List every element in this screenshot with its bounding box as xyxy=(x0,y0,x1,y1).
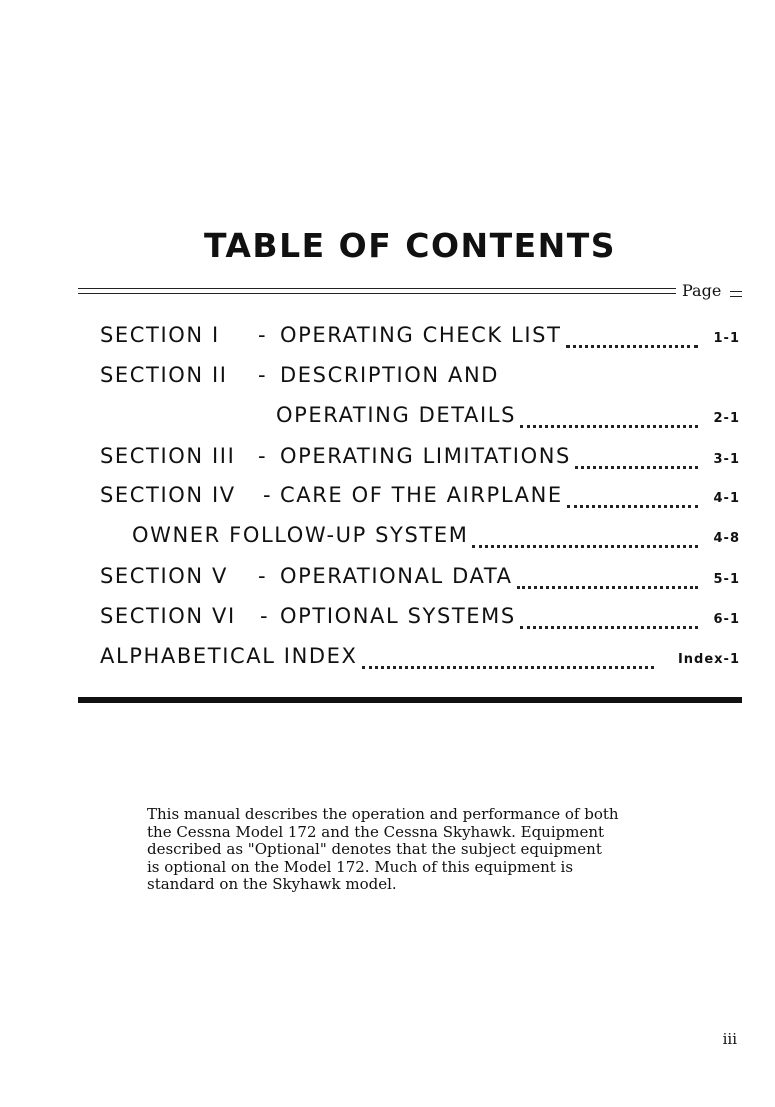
dot-leader xyxy=(472,531,698,548)
toc-page-number: 5-1 xyxy=(713,572,740,587)
toc-section-label: SECTION VI xyxy=(100,604,236,628)
toc-section-label: SECTION I xyxy=(100,323,220,347)
dot-leader xyxy=(575,452,698,469)
note-line: This manual describes the operation and performance of both xyxy=(147,805,619,823)
toc-dash: - xyxy=(258,323,268,347)
header-rule xyxy=(78,288,676,294)
toc-entry-title: OPTIONAL SYSTEMS xyxy=(280,604,516,628)
manual-note xyxy=(147,806,727,894)
toc-row-section-2-cont xyxy=(100,402,740,428)
toc-entry xyxy=(280,482,702,508)
note-line: described as "Optional" denotes that the subject equipment xyxy=(147,840,602,859)
toc-entry xyxy=(132,522,702,548)
note-line: is optional on the Model 172. Much of this equipment is xyxy=(147,857,574,876)
toc-row-section-2 xyxy=(100,362,740,388)
page-folio: iii xyxy=(722,1030,737,1048)
toc-section-label: SECTION IV xyxy=(100,483,236,507)
toc-row-section-5 xyxy=(100,563,740,589)
toc-page-number: 1-1 xyxy=(713,331,740,346)
toc-entry xyxy=(280,443,702,469)
toc-entry xyxy=(100,643,658,669)
toc-row-section-3 xyxy=(100,443,740,469)
toc-dash: - xyxy=(260,604,270,628)
toc-page-number: 6-1 xyxy=(713,612,740,627)
toc-entry-title: OPERATIONAL DATA xyxy=(280,564,513,588)
toc-row-section-6 xyxy=(100,603,740,629)
dot-leader xyxy=(520,612,698,629)
toc-entry-title: OPERATING DETAILS xyxy=(276,403,517,427)
toc-row-section-4 xyxy=(100,482,740,508)
dot-leader xyxy=(566,331,699,348)
toc-dash: - xyxy=(263,483,273,507)
note-line: standard on the Skyhawk model. xyxy=(147,875,397,894)
toc-entry-title: OWNER FOLLOW-UP SYSTEM xyxy=(132,523,469,547)
toc-page-number: 4-1 xyxy=(713,491,740,506)
toc-entry xyxy=(276,402,702,428)
page-title: TABLE OF CONTENTS xyxy=(203,226,617,265)
toc-page-number: Index-1 xyxy=(677,652,740,667)
footer-rule xyxy=(78,697,742,703)
toc-entry xyxy=(280,603,702,629)
toc-dash: - xyxy=(258,564,268,588)
toc-section-label: SECTION II xyxy=(100,363,228,387)
toc-dash: - xyxy=(258,363,268,387)
toc-entry-title: CARE OF THE AIRPLANE xyxy=(280,483,563,507)
toc-entry-title: DESCRIPTION AND xyxy=(280,363,500,387)
toc-row-section-1 xyxy=(100,322,740,348)
dot-leader xyxy=(362,652,654,669)
toc-entry xyxy=(280,563,702,589)
toc-entry xyxy=(280,322,702,348)
toc-row-owner-follow-up xyxy=(100,522,740,548)
page-column-label: Page xyxy=(682,281,722,300)
toc-row-alphabetical-index xyxy=(100,643,740,669)
dot-leader xyxy=(567,491,698,508)
toc-entry-title: OPERATING LIMITATIONS xyxy=(280,444,571,468)
dot-leader xyxy=(520,411,698,428)
dot-leader xyxy=(517,572,698,589)
toc-page-number: 3-1 xyxy=(713,452,740,467)
toc-entry-title: ALPHABETICAL INDEX xyxy=(100,644,358,668)
toc-entry-title: OPERATING CHECK LIST xyxy=(280,323,562,347)
toc-page-number: 4-8 xyxy=(713,531,740,546)
toc-page-number: 2-1 xyxy=(713,411,740,426)
toc-dash: - xyxy=(258,444,268,468)
toc-section-label: SECTION III xyxy=(100,444,236,468)
page-label-rule xyxy=(730,291,742,297)
note-line: the Cessna Model 172 and the Cessna Skyhawk. Equipment xyxy=(147,822,605,841)
toc-section-label: SECTION V xyxy=(100,564,228,588)
